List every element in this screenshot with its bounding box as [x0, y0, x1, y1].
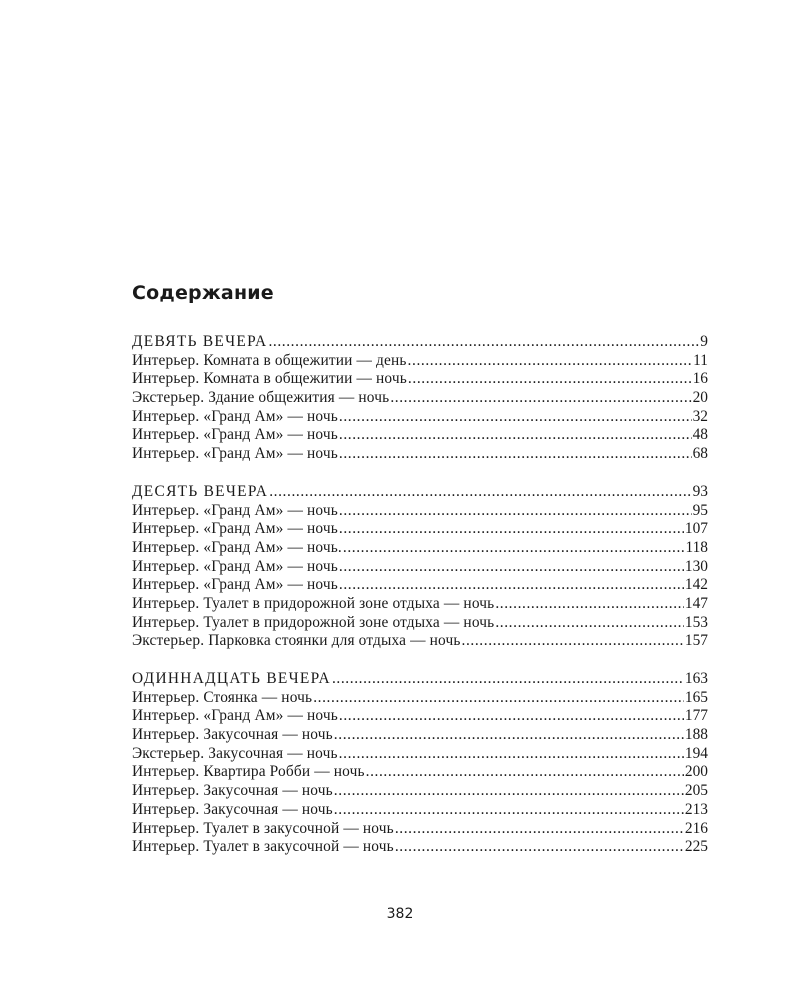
- toc-entry[interactable]: [132, 558, 708, 577]
- toc-heading-label: ДЕВЯТЬ ВЕЧЕРА: [132, 333, 268, 350]
- toc-entry[interactable]: [132, 502, 708, 521]
- toc-entry-label: Интерьер. Туалет в закусочной — ночь: [132, 838, 394, 856]
- toc-leader-dots: [339, 502, 692, 521]
- toc-entry-label: Экстерьер. Парковка стоянки для отдыха — ночь: [132, 632, 461, 650]
- toc-entry-label: Интерьер. Закусочная — ночь: [132, 726, 333, 744]
- toc-page-number: 93: [692, 482, 708, 500]
- toc-entry[interactable]: [132, 838, 708, 857]
- toc-section-heading[interactable]: [132, 670, 708, 689]
- toc-entry[interactable]: [132, 614, 708, 633]
- toc-entry-label: Интерьер. «Гранд Ам» — ночь.: [132, 538, 342, 556]
- toc-leader-dots: [395, 838, 684, 857]
- toc-entry-label: Интерьер. Закусочная — ночь: [132, 800, 333, 818]
- toc-entry[interactable]: [132, 445, 708, 464]
- page-title: Содержание: [132, 282, 274, 304]
- toc-entry-label: Интерьер. Квартира Робби — ночь: [132, 763, 365, 781]
- toc-leader-dots: [339, 707, 684, 726]
- toc-page-number: 9: [700, 333, 708, 350]
- toc-entry[interactable]: [132, 408, 708, 427]
- toc-entry-label: Интерьер. «Гранд Ам» — ночь: [132, 576, 338, 594]
- toc-entry-label: Интерьер. «Гранд Ам» — ночь: [132, 501, 338, 519]
- toc-section-nine-pm: [132, 333, 708, 464]
- toc-leader-dots: [495, 595, 684, 614]
- toc-page-number: 20: [692, 389, 708, 407]
- toc-page-number: 225: [684, 838, 708, 856]
- toc-entry[interactable]: [132, 782, 708, 801]
- toc-leader-dots: [339, 576, 684, 595]
- toc-entry-label: Интерьер. Комната в общежитии — ночь: [132, 370, 407, 388]
- toc-entry[interactable]: [132, 689, 708, 708]
- toc-leader-dots: [334, 726, 684, 745]
- toc-section-heading[interactable]: [132, 483, 708, 502]
- toc-leader-dots: [408, 370, 692, 389]
- toc-leader-dots: [495, 614, 684, 633]
- toc-page-number: 213: [684, 800, 708, 818]
- toc-entry[interactable]: [132, 352, 708, 371]
- table-of-contents: [132, 333, 708, 857]
- toc-entry[interactable]: [132, 520, 708, 539]
- toc-leader-dots: [343, 539, 685, 558]
- toc-page-number: 153: [684, 613, 708, 631]
- toc-leader-dots: [339, 745, 684, 764]
- toc-page-number: 205: [684, 782, 708, 800]
- toc-entry[interactable]: [132, 820, 708, 839]
- toc-heading-label: ДЕСЯТЬ ВЕЧЕРА: [132, 482, 269, 500]
- toc-page-number: 68: [692, 445, 708, 463]
- toc-leader-dots: [395, 820, 684, 839]
- toc-page-number: 216: [684, 819, 708, 837]
- toc-entry[interactable]: [132, 426, 708, 445]
- toc-leader-dots: [339, 408, 692, 427]
- toc-page-number: 130: [684, 557, 708, 575]
- toc-entry[interactable]: [132, 801, 708, 820]
- toc-entry[interactable]: [132, 576, 708, 595]
- toc-entry[interactable]: [132, 707, 708, 726]
- toc-section-ten-pm: [132, 483, 708, 651]
- page-number: 382: [386, 906, 414, 922]
- toc-entry-label: Интерьер. Комната в общежитии — день: [132, 351, 407, 369]
- toc-section-heading[interactable]: [132, 333, 708, 352]
- toc-entry-label: Интерьер. Туалет в закусочной — ночь: [132, 819, 394, 837]
- toc-page-number: 157: [684, 632, 708, 650]
- toc-entry[interactable]: [132, 539, 708, 558]
- toc-section-eleven-pm: [132, 670, 708, 857]
- toc-entry-label: Интерьер. «Гранд Ам» — ночь: [132, 557, 338, 575]
- toc-entry-label: Интерьер. «Гранд Ам» — ночь: [132, 707, 338, 725]
- toc-page-number: 177: [684, 707, 708, 725]
- toc-leader-dots: [408, 352, 693, 371]
- toc-heading-label: ОДИННАДЦАТЬ ВЕЧЕРА: [132, 670, 331, 687]
- toc-entry-label: Экстерьер. Здание общежития — ночь: [132, 389, 390, 407]
- toc-leader-dots: [332, 670, 684, 689]
- toc-page-number: 165: [684, 688, 708, 706]
- toc-leader-dots: [390, 389, 691, 408]
- toc-page-number: 95: [692, 501, 708, 519]
- toc-page-number: 118: [685, 538, 708, 556]
- toc-leader-dots: [462, 632, 684, 651]
- toc-page-number: 11: [693, 351, 708, 369]
- toc-entry-label: Интерьер. Туалет в придорожной зоне отдыха — ночь: [132, 613, 495, 631]
- toc-entry-label: Интерьер. Туалет в придорожной зоне отдыха — ночь: [132, 594, 495, 612]
- toc-leader-dots: [339, 426, 692, 445]
- toc-entry-label: Экстерьер. Закусочная — ночь: [132, 744, 338, 762]
- toc-entry[interactable]: [132, 726, 708, 745]
- toc-leader-dots: [366, 763, 684, 782]
- toc-entry[interactable]: [132, 370, 708, 389]
- toc-entry-label: Интерьер. «Гранд Ам» — ночь: [132, 426, 338, 444]
- toc-leader-dots: [339, 520, 684, 539]
- toc-entry-label: Интерьер. Стоянка — ночь: [132, 688, 313, 706]
- toc-entry[interactable]: [132, 595, 708, 614]
- toc-leader-dots: [339, 445, 692, 464]
- toc-leader-dots: [313, 689, 684, 708]
- toc-leader-dots: [339, 558, 684, 577]
- toc-page-number: 107: [684, 520, 708, 538]
- toc-page-number: 163: [684, 670, 708, 687]
- toc-page-number: 194: [684, 744, 708, 762]
- toc-entry[interactable]: [132, 745, 708, 764]
- toc-entry[interactable]: [132, 389, 708, 408]
- toc-page-number: 142: [684, 576, 708, 594]
- toc-leader-dots: [334, 782, 684, 801]
- toc-page-number: 147: [684, 594, 708, 612]
- toc-page-number: 188: [684, 726, 708, 744]
- toc-entry-label: Интерьер. «Гранд Ам» — ночь: [132, 520, 338, 538]
- toc-entry-label: Интерьер. «Гранд Ам» — ночь: [132, 407, 338, 425]
- toc-leader-dots: [269, 483, 691, 502]
- toc-page-number: 48: [692, 426, 708, 444]
- toc-entry[interactable]: [132, 763, 708, 782]
- toc-page-number: 200: [684, 763, 708, 781]
- toc-entry-label: Интерьер. «Гранд Ам» — ночь: [132, 445, 338, 463]
- toc-page-number: 16: [692, 370, 708, 388]
- toc-entry[interactable]: [132, 632, 708, 651]
- toc-entry-label: Интерьер. Закусочная — ночь: [132, 782, 333, 800]
- toc-leader-dots: [334, 801, 684, 820]
- toc-page-number: 32: [692, 407, 708, 425]
- toc-leader-dots: [268, 333, 699, 352]
